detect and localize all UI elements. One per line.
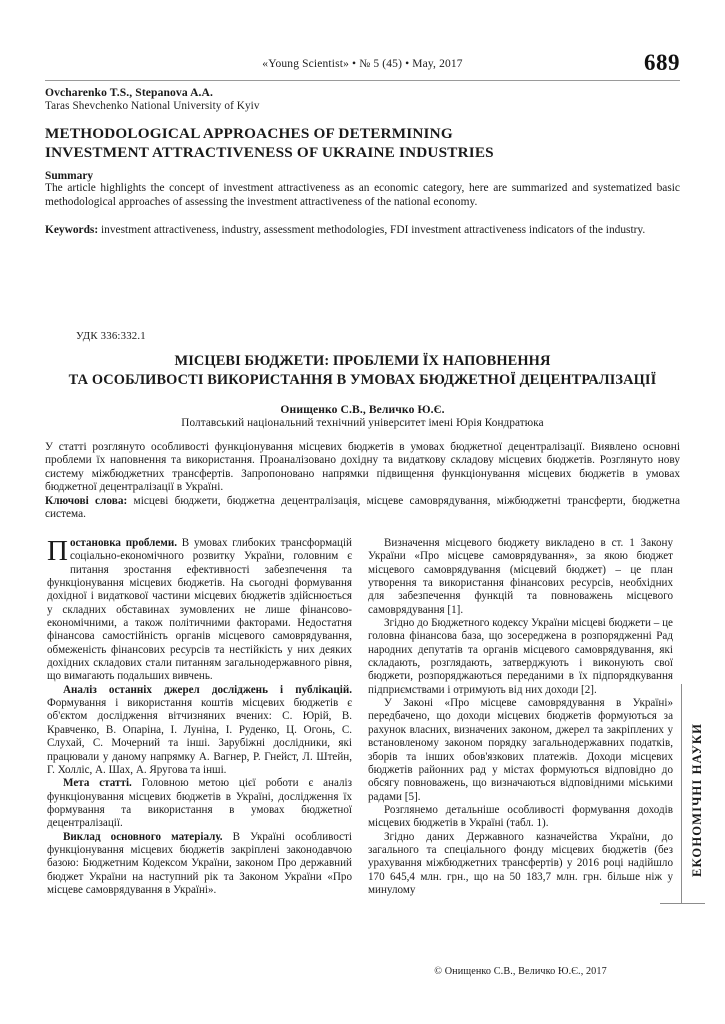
paragraph-text-1: В умовах глибоких трансформацій соціально-економічного розвитку України, головним є питання зростання ефективності забезпечення та функціонування місцевих бюджетів. На сьогодні формування дохідної і видаткової частини місцевих бюджетів здійснюється у складних обставинах зумовлених не лише фінансово-економічними, а також політичними факторами. Недостатня фінансова самостійність органів місцевого самоврядування, обмеженість фінансових ресурсів та нестійкість у них деяких дохідних складових стали питанням загальнодержавного рівня, що вимагають подальших вивчень.	[47, 537, 352, 683]
sidebar-vertical-rule	[681, 684, 682, 904]
section-label-vertical: ЕКОНОМІЧНІ НАУКИ	[690, 722, 704, 878]
drop-cap: П	[47, 535, 68, 567]
body-column-right	[368, 537, 673, 897]
paragraph-text-3: Головною метою цієї роботи є аналіз функціонування місцевих бюджетів в Україні, дослідження їх формування та використання в умовах бюджетної децентралізації.	[47, 777, 352, 830]
summary-text: The article highlights the concept of investment attractiveness as an economic category, here are summarized and systematized basic methodological approaches of assessing the investment attractiveness of the national economy.	[45, 182, 680, 208]
header-divider	[45, 80, 680, 81]
english-authors: Ovcharenko T.S., Stepanova A.A.	[45, 86, 214, 99]
paragraph-problem-statement	[47, 537, 352, 684]
ukrainian-keywords-text: місцеві бюджети, бюджетна децентралізація, місцеве самоврядування, міжбюджетні трансферти, бюджетна система.	[45, 495, 680, 521]
sidebar-horizontal-rule	[660, 903, 705, 904]
english-keywords	[45, 224, 680, 238]
english-title-line-2: INVESTMENT ATTRACTIVENESS OF UKRAINE INDUSTRIES	[45, 143, 494, 161]
paragraph-main-material	[47, 831, 352, 898]
paragraph-lead-in-1: остановка проблеми.	[69, 537, 178, 549]
paragraph-text-4: В Україні особливості функціонування місцевих бюджетів закріплені законодавчою базою: Бюджетним Кодексом України, законом Про державний бюджет України на наступний рік та Законом України «Про місцеве самоврядування в Україні».	[47, 830, 352, 896]
ukrainian-authors: Онищенко С.В., Величко Ю.Є.	[280, 403, 445, 416]
paragraph-budget-code: Згідно до Бюджетного кодексу України місцеві бюджети – це головна фінансова база, що зосереджена в розпорядженні Рад народних депутатів та органів місцевого самоврядування, які складають, розглядають, затверджують і виконують свої бюджети, розпоряджаються переданими в їх підпорядкування підприємствами і отримують від них доходи [2].	[368, 617, 673, 696]
paragraph-table-reference: Розглянемо детальніше особливості формування доходів місцевих бюджетів в Україні (табл. 1).	[368, 803, 673, 830]
paragraph-literature-review	[47, 684, 352, 777]
running-head	[45, 50, 680, 84]
english-keywords-text: investment attractiveness, industry, assessment methodologies, FDI investment attractiveness indicators of the industry.	[98, 224, 646, 236]
english-keywords-label: Keywords:	[45, 224, 99, 236]
body-column-left	[47, 537, 352, 897]
paragraph-lead-in-2: Аналіз останніх джерел досліджень і публікацій.	[63, 683, 352, 696]
english-affiliation: Taras Shevchenko National University of Kyiv	[45, 100, 260, 112]
ukrainian-keywords	[45, 495, 680, 522]
copyright-line: © Онищенко С.В., Величко Ю.Є., 2017	[434, 966, 607, 977]
ukrainian-affiliation: Полтавський національний технічний університет імені Юрія Кондратюка	[181, 417, 544, 429]
paragraph-budget-definition: Визначення місцевого бюджету викладено в ст. 1 Закону України «Про місцеве самоврядування», за якою бюджет місцевого самоврядування (місцевий бюджет) – це план утворення та використання фінансових ресурсів, необхідних для забезпечення функцій та повноважень місцевого самоврядування [1].	[368, 537, 673, 616]
paragraph-treasury-data: Згідно даних Державного казначейства України, до загального та спеціального фонду місцевих бюджетів (без урахування міжбюджетних трансфертів) у 2016 році надійшло 170 645,4 млн. грн., що на 50 183,7 млн. грн. більше ніж у минулому	[368, 830, 673, 896]
english-title	[45, 125, 685, 162]
english-title-line-1: METHODOLOGICAL APPROACHES OF DETERMINING	[45, 125, 453, 142]
page-number: 689	[644, 50, 680, 75]
paragraph-self-government-law: У Законі «Про місцеве самоврядування в Україні» передбачено, що доходи місцевих бюджетів формуються за рахунок власних, визначених законом, джерел та закріплених у встановленому законом порядку загальнодержавних податків, зборів та інших обов'язкових платежів. Доходи місцевих бюджетів районних рад у містах формуються відповідно до обсягу повноважень, що визначаються відповідними міськими радами [5].	[368, 697, 673, 803]
paragraph-text-2: Формування і використання коштів місцевих бюджетів є об'єктом дослідження вітчизняних вчених: С. Юрій, В. Кравченко, В. Опаріна, І. Луніна, І. Руденко, Ц. Огонь, С. Слухай, С. Мочерний та інші. Зарубіжні дослідники, які працювали у даному напрямку А. Вагнер, Р. Гнейст, Л. Штейн, Г. Холліс, А. Шах, А. Яругова та інші.	[47, 697, 352, 776]
udc-code: УДК 336:332.1	[76, 330, 146, 342]
ukrainian-abstract: У статті розглянуто особливості функціонування місцевих бюджетів в умовах бюджетної децентралізації. Виявлено основні проблеми їх наповнення та використання. Проаналізовано дохідну та видаткову складову місцевих бюджетів. Розглянуто нову систему міжбюджетних трансфертів. Запропоновано напрямки підвищення функціонування місцевих бюджетів в умовах бюджетної децентралізації в Україні.	[45, 441, 680, 494]
paragraph-lead-in-4: Виклад основного матеріалу.	[63, 830, 223, 843]
ukrainian-title	[20, 352, 705, 389]
paragraph-article-goal	[47, 777, 352, 830]
paragraph-lead-in-3: Мета статті.	[63, 777, 132, 790]
ukrainian-keywords-label: Ключові слова:	[45, 495, 128, 507]
running-head-journal-line: «Young Scientist» • № 5 (45) • May, 2017	[262, 58, 463, 70]
summary-heading: Summary	[45, 170, 94, 182]
ukrainian-title-line-1: МІСЦЕВІ БЮДЖЕТИ: ПРОБЛЕМИ ЇХ НАПОВНЕННЯ	[174, 353, 551, 369]
ukrainian-title-line-2: ТА ОСОБЛИВОСТІ ВИКОРИСТАННЯ В УМОВАХ БЮДЖЕТНОЇ ДЕЦЕНТРАЛІЗАЦІЇ	[68, 371, 657, 388]
